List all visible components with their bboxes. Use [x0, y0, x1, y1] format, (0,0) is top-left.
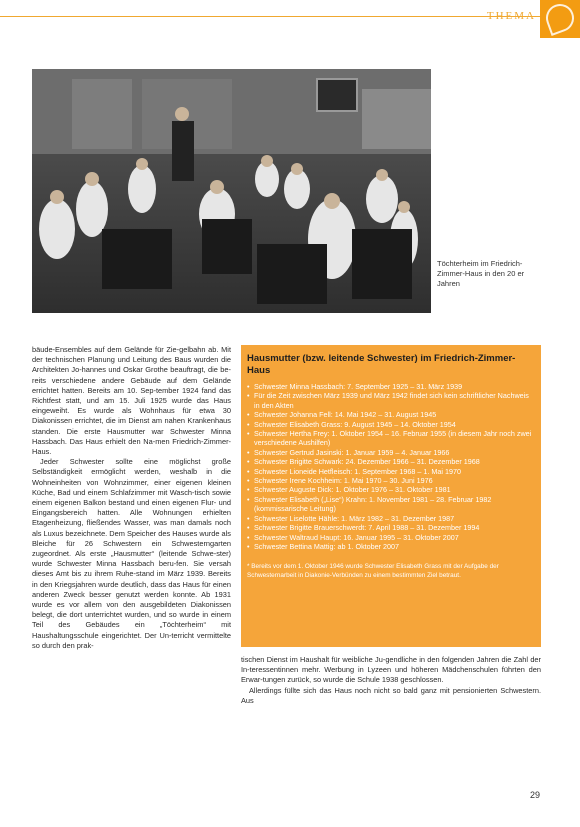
list-item: • Schwester Gertrud Jasinski: 1. Januar 1959 – 4. Januar 1966 [247, 448, 535, 457]
list-item: • Schwester Lioneide Hetfleisch: 1. September 1968 – 1. Mai 1970 [247, 467, 535, 476]
hausmutter-list [247, 382, 535, 551]
list-item: • Schwester Bettina Mattig: ab 1. Oktober 2007 [247, 542, 535, 551]
header-rule [0, 16, 540, 17]
list-item: • Schwester Waltraud Haupt: 16. Januar 1995 – 31. Oktober 2007 [247, 533, 535, 542]
paragraph: Allerdings füllte sich das Haus noch nicht so bald ganz mit pensionierten Schwestern. Aus [241, 685, 541, 705]
list-item: • Für die Zeit zwischen März 1939 und März 1942 findet sich kein schriftlicher Nachweis in den Akten [247, 391, 535, 410]
list-item: • Schwester Minna Hassbach: 7. September 1925 – 31. März 1939 [247, 382, 535, 391]
photo-caption: Töchterheim im Friedrich-Zimmer-Haus in den 20 er Jahren [437, 259, 525, 288]
article-column-right [241, 655, 541, 706]
list-item: • Schwester Irene Kochheim: 1. Mai 1970 – 30. Juni 1976 [247, 476, 535, 485]
list-item: • Schwester Johanna Fell: 14. Mai 1942 – 31. August 1945 [247, 410, 535, 419]
info-box [241, 345, 541, 647]
info-box-footnote: * Bereits vor dem 1. Oktober 1946 wurde Schwester Elisabeth Grass mit der Aufgabe der Schwesternarbeit in Diakonie-Verbünden zu einem bestimmten Ziel betraut. [247, 563, 499, 579]
list-item: • Schwester Liselotte Hähle: 1. März 1982 – 31. Dezember 1987 [247, 514, 535, 523]
paragraph: tischen Dienst im Haushalt für weibliche Ju-gendliche in den folgenden Jahren die Zahl der In-teressentinnen mehr. Werbung in Lyzeen und höheren Mädchenschulen führten den Erwar-tungen zurück, so wurde die Schule 1938 geschlossen. [241, 655, 541, 685]
page-number: 29 [529, 790, 540, 800]
list-item: • Schwester Elisabeth („Lise“) Krahn: 1. November 1981 – 28. Februar 1982 (kommissarische Leitung) [247, 495, 535, 514]
historical-photo [32, 69, 431, 313]
section-emblem-icon [542, 0, 578, 36]
info-box-title: Hausmutter (bzw. leitende Schwester) im Friedrich-Zimmer-Haus [247, 353, 516, 376]
list-item: • Schwester Hertha Frey: 1. Oktober 1954 – 16. Februar 1955 (in diesem Jahr noch zwei verschiedene Aushilfen) [247, 429, 535, 448]
paragraph: bäude-Ensembles auf dem Gelände für Zie-gelbahn ab. Mit der technischen Planung und Leitung des Baus wurden die Architekten Jo-hannes und Oskar Grothe beauftragt, die be-reits verschiedene andere Gebäude auf dem Gelände errichtet hatten. Bereits am 10. Sep-tember 1924 fand das Richtfest statt, und am 15. Juli 1925 wurde das Haus eingeweiht. Es wurde als Wohnhaus für etwa 30 Diakonissen errichtet, die im Dienst am nahen Krankenhaus standen. Die erste Hausmutter war Schwester Minna Hassbach. Das Haus erhielt den Na-men Friedrich-Zimmer-Haus. [32, 345, 231, 457]
section-tab [540, 0, 580, 38]
list-item: • Schwester Elisabeth Grass: 9. August 1945 – 14. Oktober 1954 [247, 420, 535, 429]
article-column-left [32, 345, 231, 651]
list-item: • Schwester Brigitte Schwark: 24. Dezember 1966 – 31. Dezember 1968 [247, 457, 535, 466]
section-label: THEMA [486, 10, 536, 22]
paragraph: Jeder Schwester sollte eine möglichst große Selbständigkeit ermöglicht werden, weshalb in die Wohneinheiten von Wohnzimmer, einer eigenen kleinen Küche, Bad und einem Schlafzimmer mit Wasch-tisch sowie einem eigenen Balkon bestand und einen eigenen Flur- und Eingangsbereich hatten. Alle Wohnungen erhielten Etagenheizung, fließendes Wasser, was man damals noch als Luxus bezeichnete. Dem Speicher des Hauses wurde als Bleiche für 26 Schwestern ein Schwesterngarten zugeordnet. Als erste „Hausmutter“ (leitende Schwe-ster) wurde Schwester Minna Hassbach beru-fen. Sie versah dieses Amt bis zu ihrem Ruhe-stand im März 1939. Bereits in den Kriegsjahren wurde deutlich, dass das Haus für einen anderen Zweck besser genutzt werden konnte. Ab 1931 wurde es vor allem von den ausgebildeten Diakonissen belegt, die dort unterrichtet wurden, und so wurde in einem Teil des Gebäudes ein „Töchterheim“ mit Haushaltungsschule eingerichtet. Der Un-terricht vermittelte so durch den prak- [32, 457, 231, 650]
list-item: • Schwester Auguste Dick: 1. Oktober 1976 – 31. Oktober 1981 [247, 485, 535, 494]
list-item: • Schwester Brigitte Brauerschwerdt: 7. April 1988 – 31. Dezember 1994 [247, 523, 535, 532]
